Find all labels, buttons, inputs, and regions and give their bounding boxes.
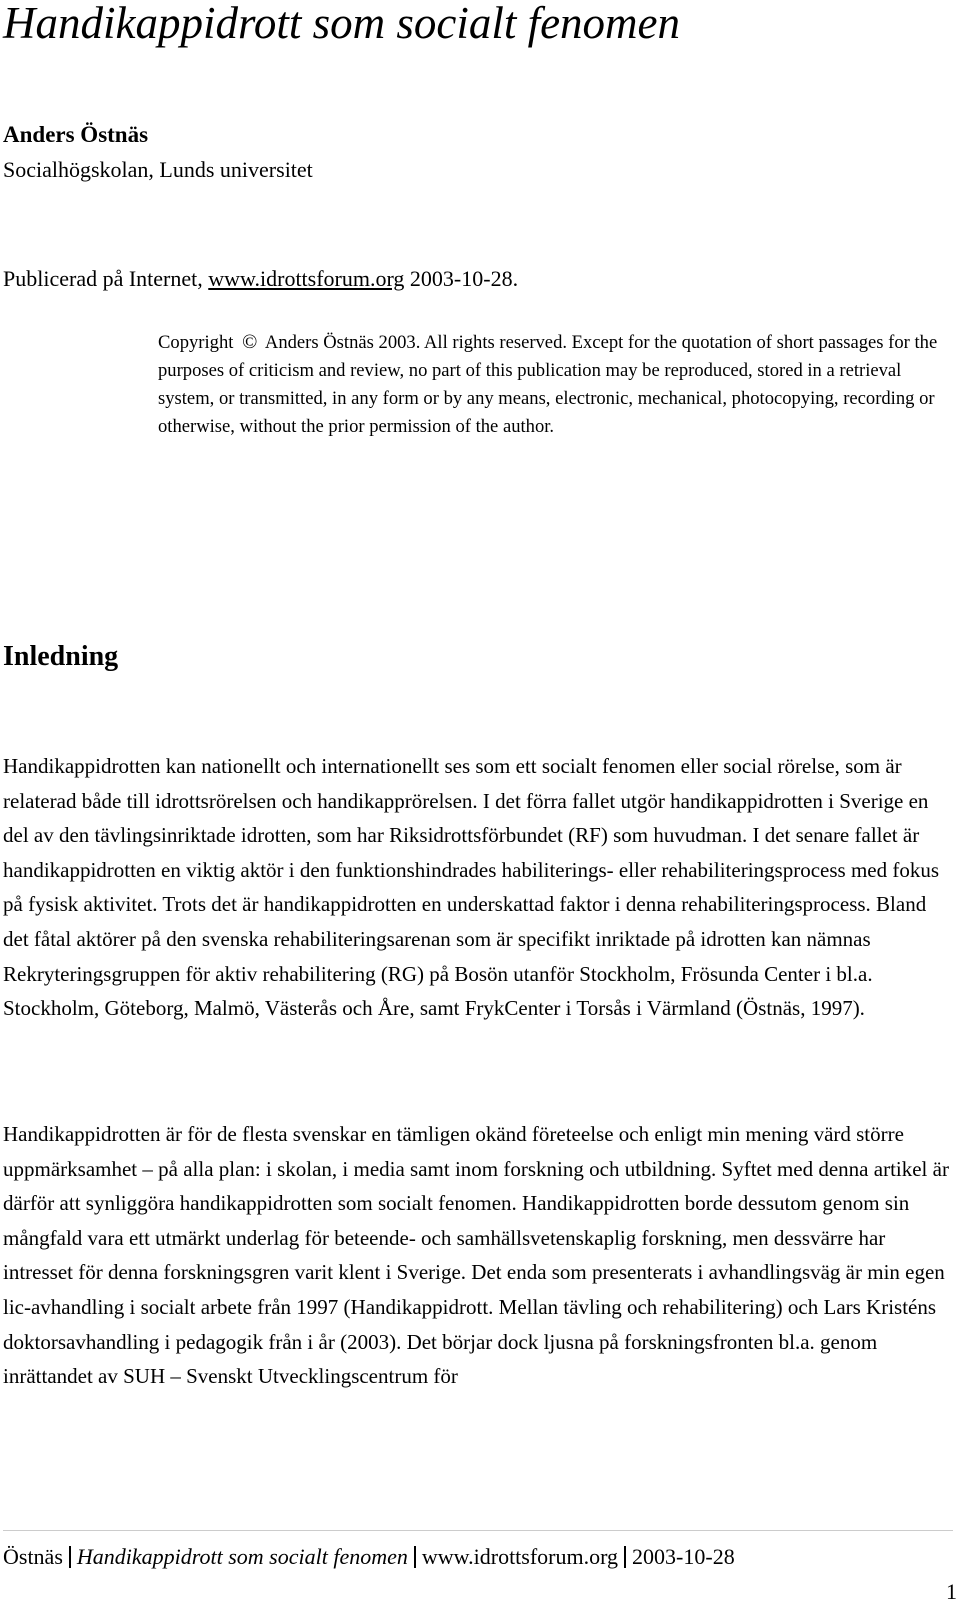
- published-prefix: Publicerad på Internet,: [3, 266, 203, 291]
- section-heading: Inledning: [3, 641, 119, 672]
- copyright-label: Copyright: [158, 332, 234, 353]
- document-title: Handikappidrott som socialt fenomen: [3, 0, 681, 48]
- footer-separator: [414, 1546, 416, 1568]
- publication-line: [3, 265, 518, 293]
- copyright-icon: ©: [242, 331, 258, 353]
- idrottsforum-link[interactable]: www.idrottsforum.org: [208, 266, 405, 291]
- footer-separator: [69, 1546, 71, 1568]
- copyright-notice: [158, 328, 948, 441]
- footer-divider: [3, 1530, 953, 1531]
- copyright-text: Anders Östnäs 2003. All rights reserved. Except for the quotation of short passages for the purposes of criticism and review, no part of this publication may be reproduced, stored in a retrieval system, or transmitted, in any form or by any means, electronic, mechanical, photocopying, recording or otherwise, without the prior permission of the author.: [158, 332, 938, 437]
- page-footer: [3, 1543, 735, 1571]
- author-affiliation: Socialhögskolan, Lunds universitet: [3, 157, 313, 182]
- page-number: 1: [946, 1579, 957, 1604]
- footer-author: Östnäs: [3, 1544, 63, 1569]
- footer-title: Handikappidrott som socialt fenomen: [76, 1544, 408, 1569]
- published-date: 2003-10-28.: [409, 266, 519, 291]
- author-name: Anders Östnäs: [3, 122, 149, 147]
- footer-site: www.idrottsforum.org: [421, 1544, 619, 1569]
- paragraph-1: Handikappidrotten kan nationellt och internationellt ses som ett socialt fenomen eller social rörelse, som är relaterad både till idrottsrörelsen och handikapprörelsen. I det förra fallet utgör handikappidrotten i Sverige en del av den tävlingsinriktade idrotten, som har Riksidrottsförbundet (RF) som huvudman. I det senare fallet är handikappidrotten en viktig aktör i den funktionshindrades habiliterings- eller rehabiliteringsprocess med fokus på fysisk aktivitet. Trots det är handikappidrotten en underskattad faktor i denna rehabiliteringsprocess. Bland det fåtal aktörer på den svenska rehabiliteringsarenan som är specifikt inriktade på idrotten kan nämnas Rekryteringsgruppen för aktiv rehabilitering (RG) på Bosön utanför Stockholm, Frösunda Center i bl.a. Stockholm, Göteborg, Malmö, Västerås och Åre, samt FrykCenter i Torsås i Värmland (Östnäs, 1997).: [3, 754, 940, 1021]
- footer-date: 2003-10-28: [632, 1544, 735, 1569]
- footer-separator: [624, 1546, 626, 1568]
- paragraph-2: Handikappidrotten är för de flesta svenskar en tämligen okänd företeelse och enligt min mening värd större uppmärksamhet – på alla plan: i skolan, i media samt inom forskning och utbildning. Syftet med denna artikel är därför att synliggöra handikappidrotten som socialt fenomen. Handikappidrotten borde dessutom genom sin mångfald vara ett utmärkt underlag för beteende- och samhällsvetenskaplig forskning, men dessvärre har intresset för denna forskningsgren varit klent i Sverige. Det enda som presenterats i avhandlingsväg är min egen lic-avhandling i socialt arbete från 1997 (Handikappidrott. Mellan tävling och rehabilitering) och Lars Kristéns doktorsavhandling i pedagogik från i år (2003). Det börjar dock ljusna på forskningsfronten bl.a. genom inrättandet av SUH – Svenskt Utvecklingscentrum för: [3, 1122, 949, 1389]
